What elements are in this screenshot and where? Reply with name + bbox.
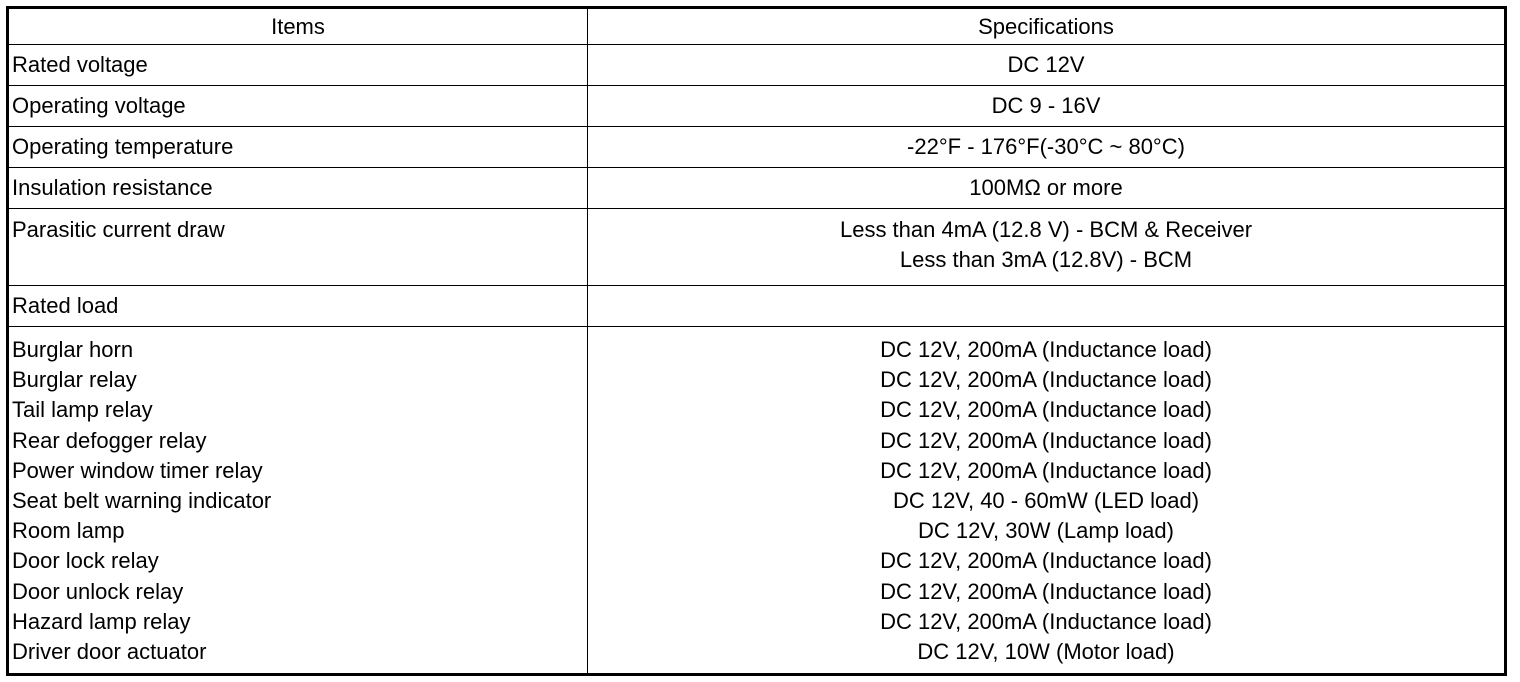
- load-item: Burglar horn: [12, 337, 134, 362]
- load-item: Tail lamp relay: [12, 397, 153, 423]
- load-spec: DC 12V, 200mA (Inductance load): [880, 367, 1212, 393]
- load-spec: DC 12V, 200mA (Inductance load): [880, 397, 1212, 423]
- header-specifications: Specifications: [588, 8, 1506, 45]
- load-item: Hazard lamp relay: [12, 608, 191, 634]
- load-specs-cell: [588, 327, 1506, 675]
- item-cell: Operating voltage: [8, 86, 588, 127]
- spec-cell: -22°F - 176°F(-30°C ~ 80°C): [588, 127, 1506, 168]
- load-spec: DC 12V, 200mA (Inductance load): [880, 608, 1212, 634]
- item-cell: Operating temperature: [8, 127, 588, 168]
- item-cell: Rated voltage: [8, 45, 588, 86]
- table-row: [8, 168, 1506, 209]
- load-item: Room lamp: [12, 518, 125, 544]
- header-items: Items: [8, 8, 588, 45]
- load-item: Rear defogger relay: [12, 427, 207, 453]
- table-row-loads: [8, 327, 1506, 675]
- load-item: Door unlock relay: [12, 578, 184, 604]
- item-cell: Rated load: [8, 286, 588, 327]
- load-item: Door lock relay: [12, 548, 159, 574]
- load-items-cell: [8, 327, 588, 675]
- table-row: [8, 45, 1506, 86]
- load-spec: DC 12V, 200mA (Inductance load): [880, 548, 1212, 574]
- spec-line: Less than 4mA (12.8 V) - BCM & Receiver: [839, 217, 1253, 242]
- load-item: Burglar relay: [12, 367, 137, 393]
- spec-line: Less than 3mA (12.8V) - BCM: [899, 247, 1193, 273]
- load-item: Seat belt warning indicator: [12, 487, 272, 513]
- table-header-row: [8, 8, 1506, 45]
- load-spec: DC 12V, 40 - 60mW (LED load): [892, 487, 1200, 513]
- table-row: [8, 86, 1506, 127]
- table-row: [8, 286, 1506, 327]
- item-cell: Insulation resistance: [8, 168, 588, 209]
- load-spec: DC 12V, 200mA (Inductance load): [880, 427, 1212, 453]
- table-row: [8, 127, 1506, 168]
- load-spec: DC 12V, 200mA (Inductance load): [880, 337, 1212, 362]
- table-row: [8, 209, 1506, 286]
- spec-cell: DC 12V: [588, 45, 1506, 86]
- spec-cell: 100MΩ or more: [588, 168, 1506, 209]
- spec-cell: DC 9 - 16V: [588, 86, 1506, 127]
- load-spec: DC 12V, 200mA (Inductance load): [880, 578, 1212, 604]
- load-spec: DC 12V, 200mA (Inductance load): [880, 457, 1212, 483]
- load-spec: DC 12V, 10W (Motor load): [917, 638, 1175, 664]
- item-cell: Parasitic current draw: [8, 209, 588, 286]
- load-item: Driver door actuator: [12, 638, 207, 664]
- load-spec: DC 12V, 30W (Lamp load): [918, 518, 1174, 544]
- spec-cell: [588, 286, 1506, 327]
- load-item: Power window timer relay: [12, 457, 263, 483]
- specifications-table: [6, 6, 1507, 676]
- spec-cell: [588, 209, 1506, 286]
